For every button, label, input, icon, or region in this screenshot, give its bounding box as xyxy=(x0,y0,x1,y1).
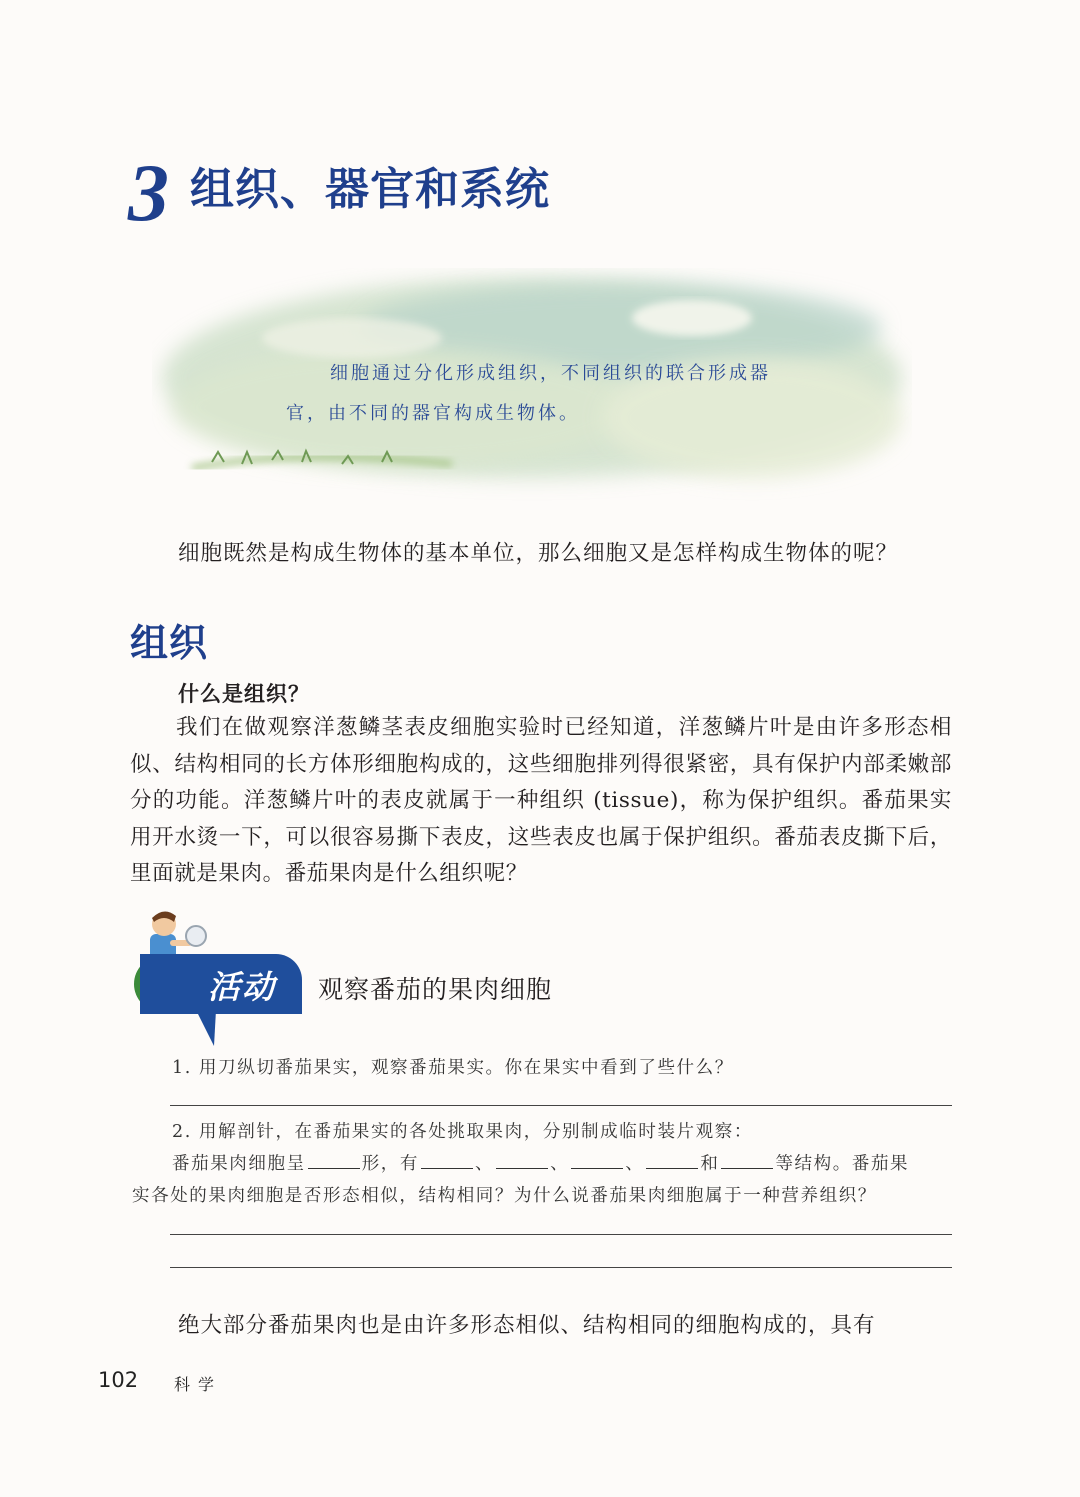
fill-sep-3: 、 xyxy=(625,1154,645,1174)
body-paragraph: 我们在做观察洋葱鳞茎表皮细胞实验时已经知道，洋葱鳞片叶是由许多形态相似、结构相同的长方体形细胞构成的，这些细胞排列得很紧密，具有保护内部柔嫩部分的功能。洋葱鳞片叶的表皮就属于一种组织 (tissue)，称为保护组织。番茄果实用开水烫一下，可以很容易撕下表皮，这些表皮也属于保护组织。番茄表皮撕下后，里面就是果肉。番茄果肉是什么组织呢？ xyxy=(130,715,952,886)
question-1: 1. 用刀纵切番茄果实，观察番茄果实。你在果实中看到了些什么？ xyxy=(172,1058,734,1078)
fill-text-1: 番茄果肉细胞呈 xyxy=(172,1154,306,1174)
blank-structure-4[interactable] xyxy=(646,1152,698,1169)
subheading: 什么是组织？ xyxy=(178,682,310,706)
fill-text-4: 等结构。番茄果 xyxy=(775,1154,910,1174)
section-title: 组织 xyxy=(130,621,209,665)
subject-label: 科学 xyxy=(174,1375,223,1394)
tail-paragraph: 绝大部分番茄果肉也是由许多形态相似、结构相同的细胞构成的，具有 xyxy=(178,1313,876,1338)
fill-sep-2: 、 xyxy=(550,1154,570,1174)
question-2: 2. 用解剖针，在番茄果实的各处挑取果肉，分别制成临时装片观察： xyxy=(172,1122,753,1142)
answer-line-2[interactable] xyxy=(170,1234,952,1235)
banner-line-2: 官，由不同的器官构成生物体。 xyxy=(286,403,580,424)
blank-structure-2[interactable] xyxy=(496,1152,548,1169)
banner-text xyxy=(286,354,826,434)
blank-shape[interactable] xyxy=(308,1152,360,1169)
answer-line-1[interactable] xyxy=(170,1105,952,1106)
fill-text-3: 和 xyxy=(700,1154,720,1174)
blank-structure-5[interactable] xyxy=(721,1152,773,1169)
fill-sep-1: 、 xyxy=(475,1154,495,1174)
page-number: 102 xyxy=(98,1368,139,1392)
question-2-continued: 实各处的果肉细胞是否形态相似，结构相同？为什么说番茄果肉细胞属于一种营养组织？ xyxy=(132,1186,877,1206)
badge-tail xyxy=(196,1010,220,1046)
answer-line-3[interactable] xyxy=(170,1267,952,1268)
blank-structure-1[interactable] xyxy=(421,1152,473,1169)
question-2-fill xyxy=(172,1148,909,1180)
chapter-title: 组织、器官和系统 xyxy=(190,164,550,215)
intro-question: 细胞既然是构成生物体的基本单位，那么细胞又是怎样构成生物体的呢？ xyxy=(178,541,899,566)
chapter-number: 3 xyxy=(128,147,169,238)
blank-structure-3[interactable] xyxy=(571,1152,623,1169)
activity-label: 活动 xyxy=(208,968,277,1006)
banner-line-1: 细胞通过分化形成组织，不同组织的联合形成器 xyxy=(330,363,771,384)
fill-text-2: 形，有 xyxy=(361,1154,420,1174)
activity-title: 观察番茄的果肉细胞 xyxy=(318,975,553,1004)
